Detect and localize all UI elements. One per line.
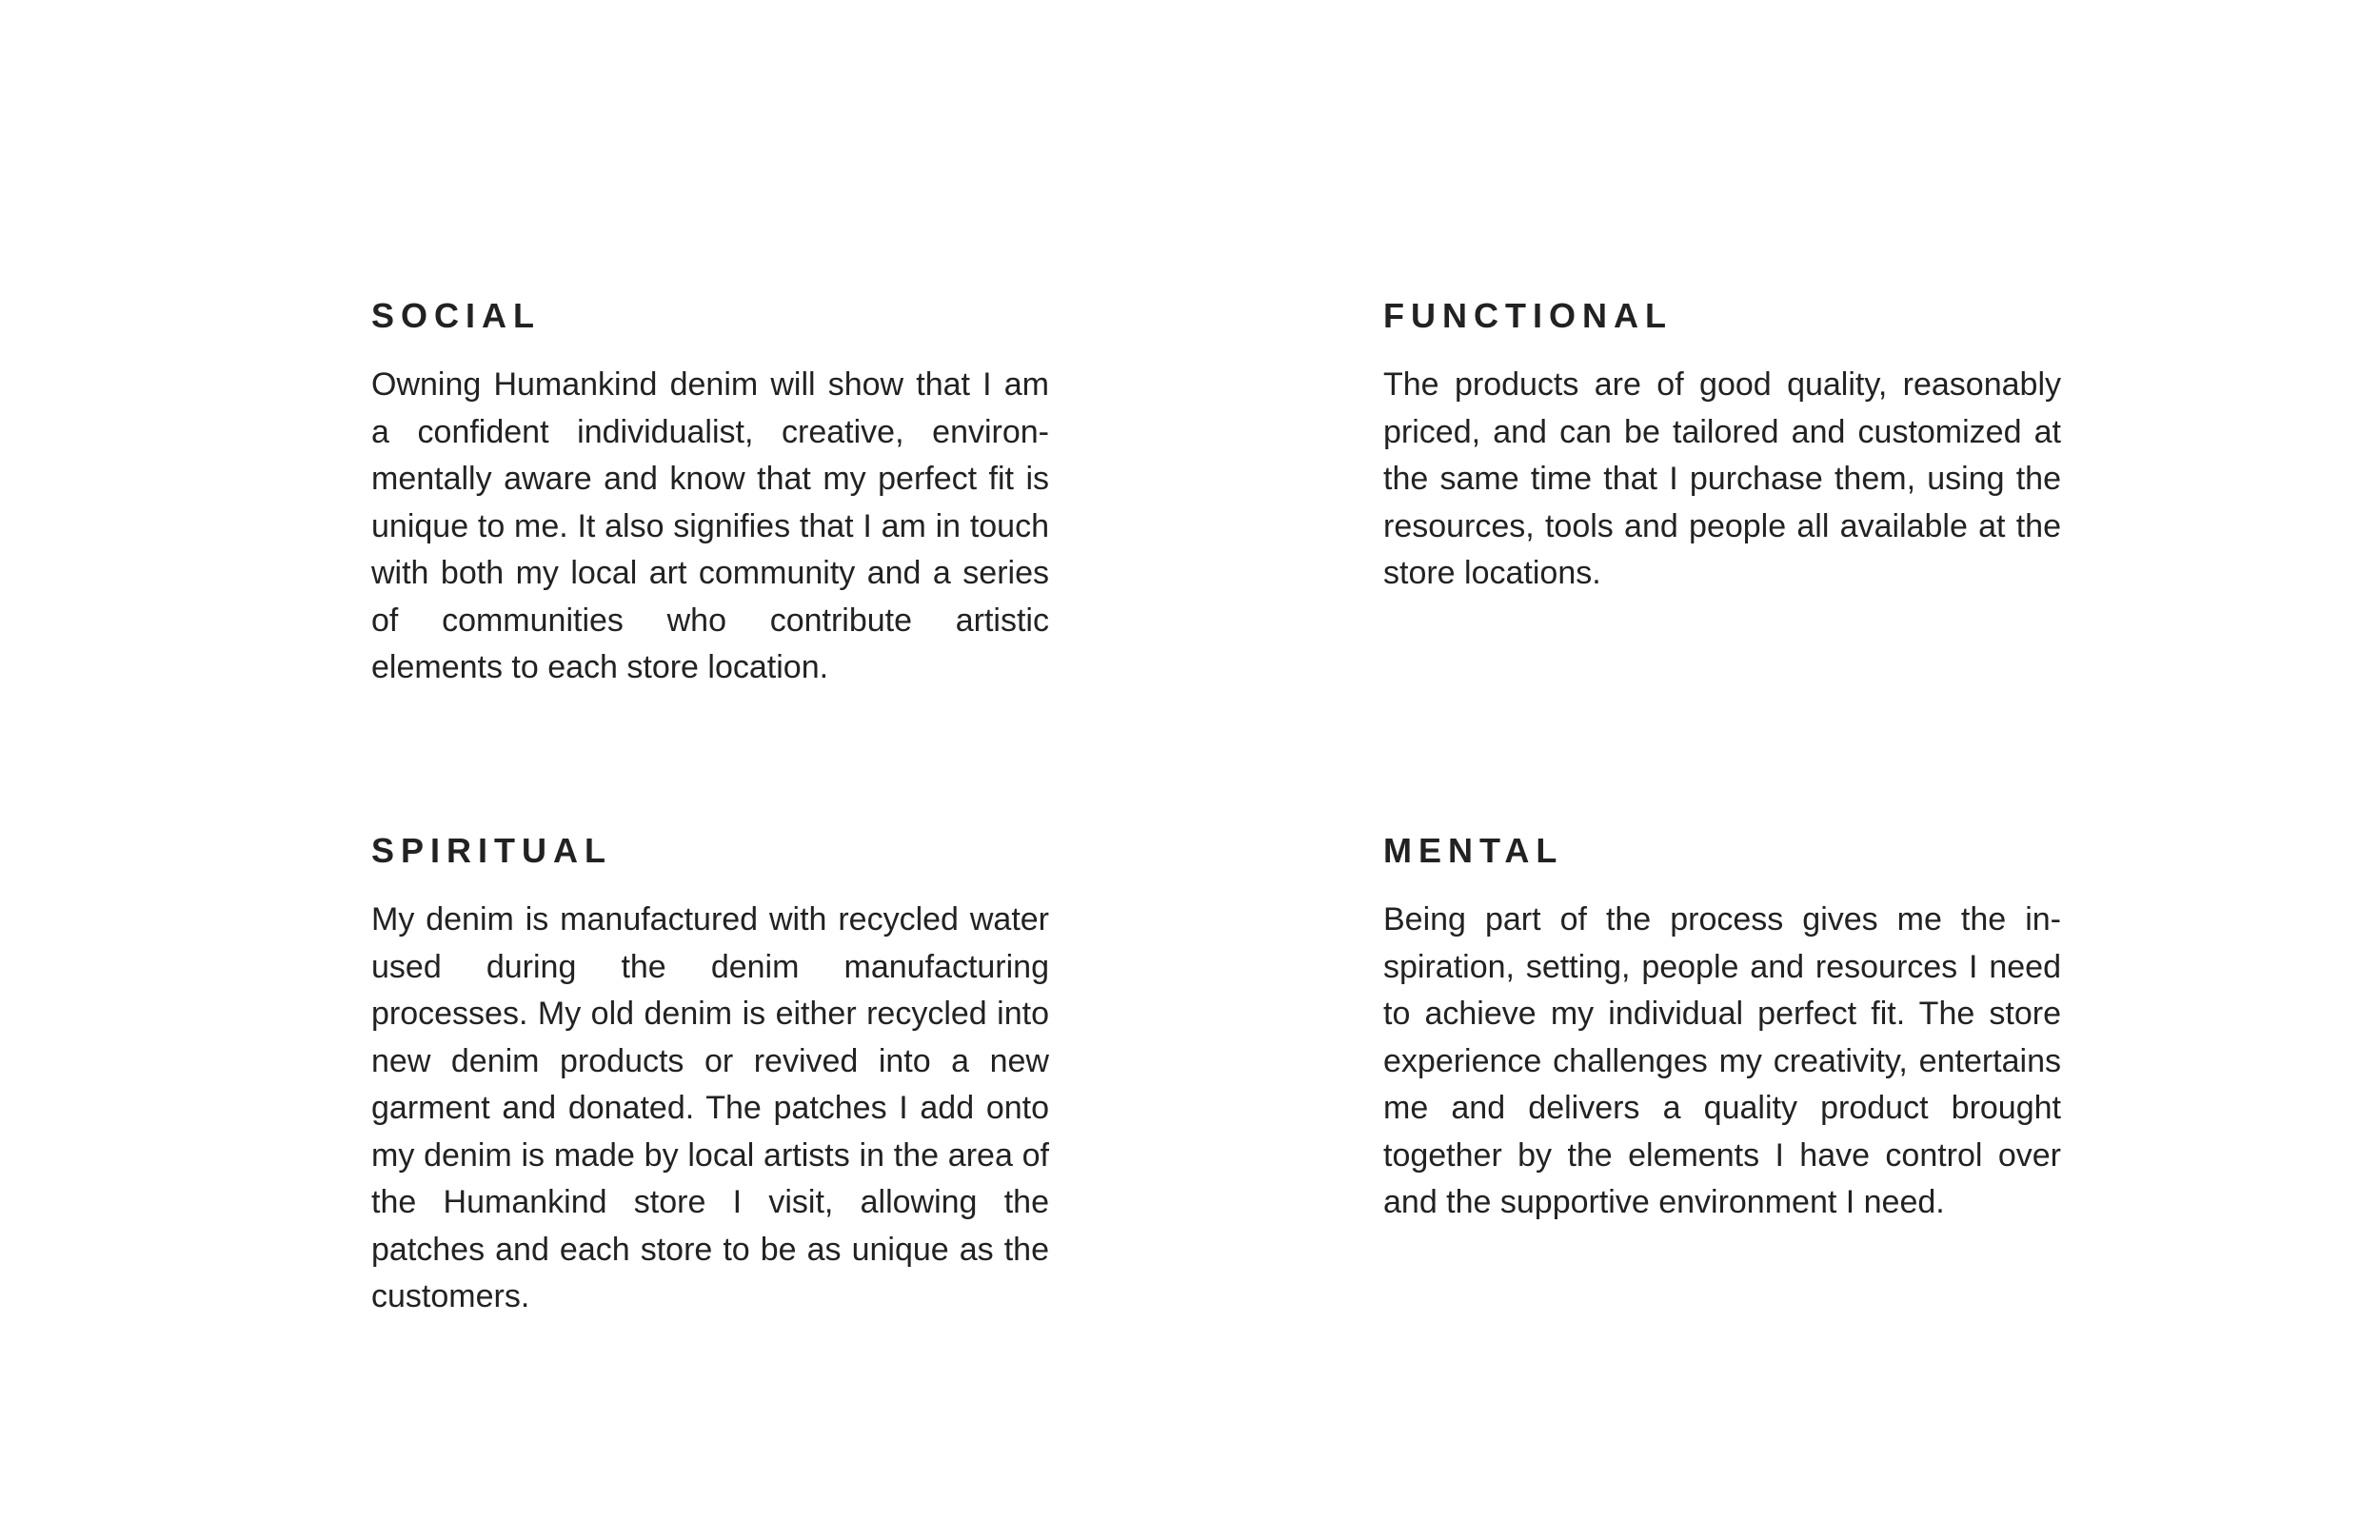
functional-section [1383, 295, 2061, 598]
spiritual-section [371, 830, 1049, 1321]
social-section [371, 295, 1049, 692]
mental-heading: MENTAL [1383, 831, 1564, 870]
functional-body: The products are of good quality, reasonably priced, and can be tailored and customized at the same time that I purchase them, using the resources, tools and people all available at the store locations. [1383, 366, 2061, 591]
spiritual-body: My denim is manufactured with recycled water used during the denim manufacturing processes. My old denim is either recycled into new denim products or revived into a new garment and donated. The patches I add onto my denim is made by local artists in the area of the Humankind store I visit, allowing the patches and each store to be as unique as the customers. [371, 901, 1049, 1314]
functional-heading: FUNCTIONAL [1383, 296, 1673, 335]
mental-body: Being part of the process gives me the inspiration, setting, people and resources I need to achieve my individual perfect fit. The store experience challenges my creativity, entertains me and delivers a quality product brought together by the elements I have control over and the supportive environment I need. [1383, 901, 2061, 1220]
spiritual-heading: SPIRITUAL [371, 831, 613, 870]
social-body: Owning Humankind denim will show that I am a confident individualist, creative, environmentally aware and know that my perfect fit is unique to me. It also signifies that I am in touch with both my local art community and a series of communities who contribute artistic elements to each store location. [371, 366, 1049, 685]
mental-section [1383, 830, 2061, 1227]
social-heading: SOCIAL [371, 296, 542, 335]
